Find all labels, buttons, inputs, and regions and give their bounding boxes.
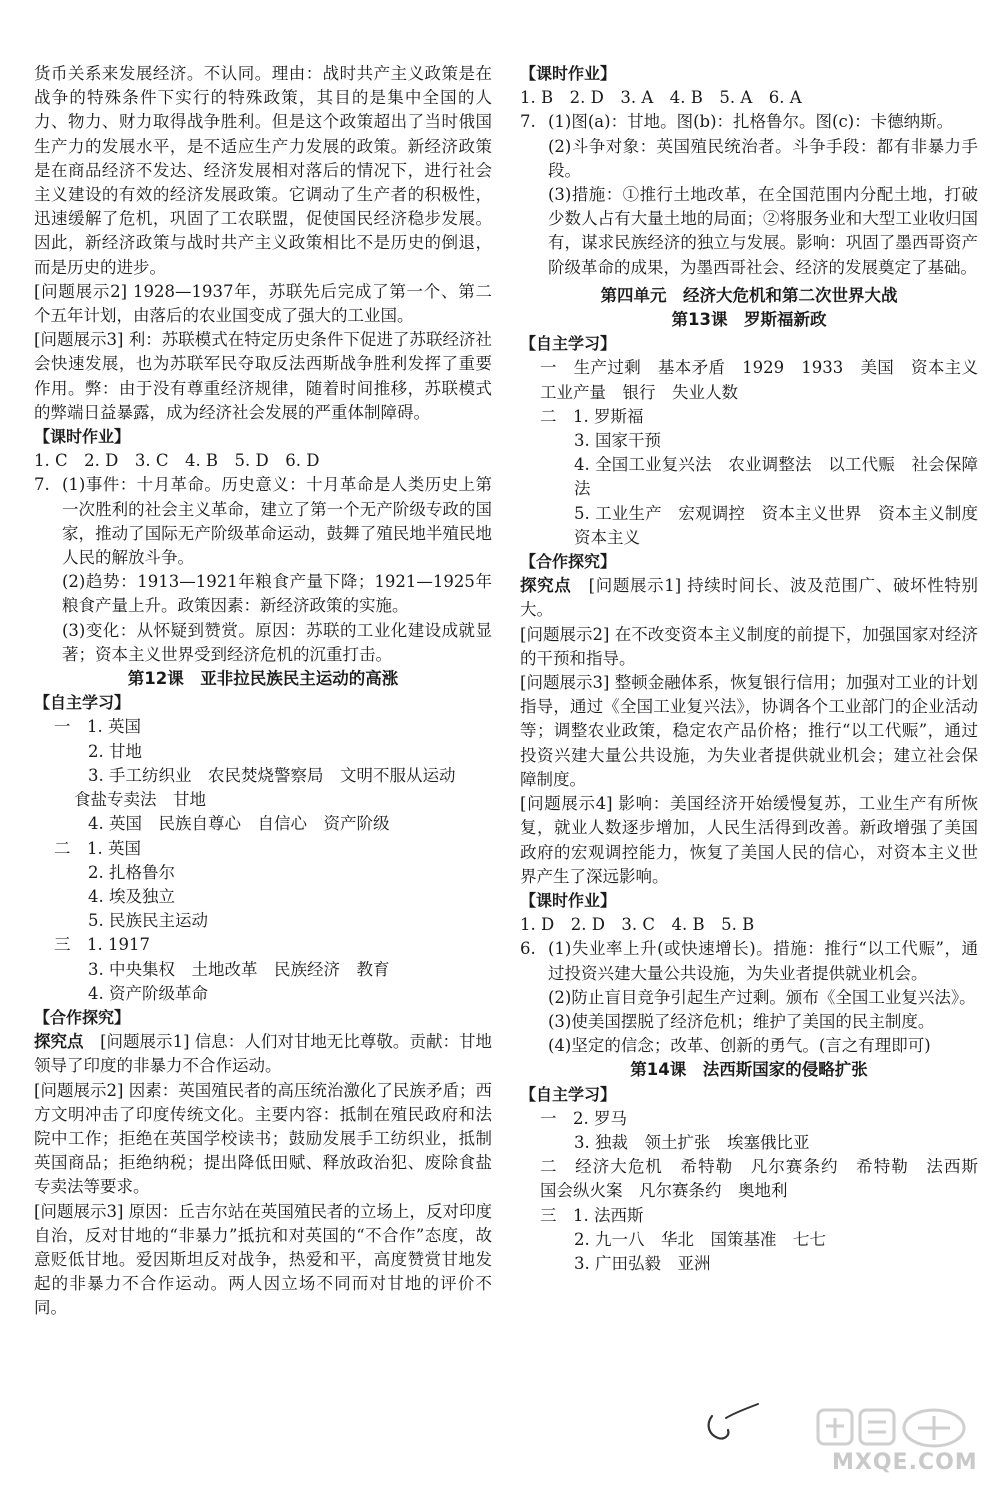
question-6-part-4: (4)坚定的信念；改革、创新的勇气。(言之有理即可): [548, 1036, 931, 1056]
explore-point-1: [520, 574, 978, 622]
question-3-answer: [问题展示3] 利：苏联模式在特定历史条件下促进了苏联经济社会快速发展，也为苏联军民夺取反法西斯战争胜利发挥了重要作用。弊：由于没有尊重经济规律，随着时间推移，苏联模式的弊端日益暴露，成为经济社会发展的严重体制障碍。: [34, 330, 492, 422]
self-study-line: 3. 广田弘毅 亚洲: [574, 1253, 711, 1273]
explore-point-2: [问题展示2] 因素：英国殖民者的高压统治激化了民族矛盾；西方文明冲击了印度传统文化。主要内容：抵制在殖民政府和法院中工作；拒绝在英国学校读书；鼓励发展手工纺织业，抵制英国商品；拒绝纳税；提出降低田赋、释放政治犯、废除食盐专卖法等要求。: [34, 1080, 492, 1197]
intro-paragraph: 货币关系来发展经济。不认同。理由：战时共产主义政策是在战争的特殊条件下实行的特殊政策，其目的是集中全国的人力、物力、财力取得战争胜利。但是这个政策超出了当时俄国生产力的发展水平，是不适应生产力发展的政策。新经济政策是在商品经济不发达、经济发展相对落后的情况下，进行社会主义建设的有效的经济发展政策。它调动了生产者的积极性，迅速缓解了危机，巩固了工农联盟，促使国民经济稳步发展。因此，新经济政策与战时共产主义政策相比不是历史的倒退，而是历史的进步。: [34, 64, 492, 277]
question-7-part-2: (2)趋势：1913—1921年粮食产量下降；1921—1925年粮食产量上升。政策因素：新经济政策的实施。: [62, 572, 492, 616]
self-study-line: 4. 英国 民族自尊心 自信心 资产阶级: [88, 814, 390, 834]
watermark: [814, 1404, 994, 1480]
question-6-number: 6.: [520, 939, 536, 959]
question-7-part-1: (1)图(a)：甘地。图(b)：扎格鲁尔。图(c)：卡德纳斯。: [548, 112, 954, 132]
lesson-12-title: 第12课 亚非拉民族民主运动的高涨: [127, 669, 399, 689]
section-heading-homework: 【课时作业】: [520, 64, 617, 83]
self-study-line: 一 2. 罗马: [540, 1108, 627, 1128]
question-6-part-2: (2)防止盲目竞争引起生产过剩。颁布《全国工业复兴法》。: [548, 987, 976, 1007]
explore-point-4: [问题展示4] 影响：美国经济开始缓慢复苏，工业生产有所恢复，就业人数逐步增加，人民生活得到改善。新政增强了美国政府的宏观调控能力，恢复了美国人民的信心，对资本主义世界产生了深远影响。: [520, 794, 978, 886]
watermark-text: MXQE.COM: [832, 1450, 978, 1475]
section-heading-cooperative: 【合作探究】: [34, 1007, 131, 1027]
self-study-line: 三 1. 法西斯: [540, 1205, 644, 1225]
multiple-choice-answers: 1. B 2. D 3. A 4. B 5. A 6. A: [520, 88, 802, 108]
self-study-line: 3. 中央集权 土地改革 民族经济 教育: [88, 959, 390, 979]
unit-4-title: 第四单元 经济大危机和第二次世界大战: [600, 285, 898, 305]
question-7-number: 7.: [520, 112, 536, 132]
explore-point-1: [34, 1030, 492, 1078]
lesson-14-title: 第14课 法西斯国家的侵略扩张: [630, 1060, 868, 1080]
self-study-line: 4. 埃及独立: [88, 886, 175, 906]
question-6: [520, 937, 978, 1058]
self-study-line: 食盐专卖法 甘地: [74, 790, 206, 810]
question-6-part-1: (1)失业率上升(或快速增长)。措施：推行“以工代赈”，通过投资兴建大量公共设施，为失业者提供就业机会。: [548, 939, 978, 983]
section-heading-homework: 【课时作业】: [34, 427, 131, 447]
question-7-number: 7.: [34, 475, 50, 495]
question-7: [34, 473, 492, 667]
self-study-line: 二 1. 英国: [54, 838, 141, 858]
left-column: [34, 62, 492, 1321]
self-study-line: 4. 全国工业复兴法 农业调整法 以工代赈 社会保障法: [574, 455, 978, 499]
self-study-line: 5. 民族民主运动: [88, 911, 208, 931]
self-study-line: 一 生产过剩 基本矛盾 1929 1933 美国 资本主义 工业产量 银行 失业人数: [540, 358, 995, 402]
multiple-choice-answers: 1. C 2. D 3. C 4. B 5. D 6. D: [34, 451, 320, 471]
self-study-line: 二 1. 罗斯福: [540, 406, 644, 426]
self-study-line: 3. 国家干预: [574, 431, 661, 451]
self-study-line: 3. 独裁 领土扩张 埃塞俄比亚: [574, 1132, 810, 1152]
self-study-line: 5. 工业生产 宏观调控 资本主义世界 资本主义制度 资本主义: [574, 503, 995, 547]
section-heading-homework-2: 【课时作业】: [520, 890, 617, 910]
section-heading-self-study: 【自主学习】: [520, 334, 617, 354]
explore-point-label: 探究点: [34, 1032, 84, 1052]
question-6-part-3: (3)使美国摆脱了经济危机；维护了美国的民主制度。: [548, 1011, 935, 1031]
self-study-line: 三 1. 1917: [54, 935, 150, 955]
section-heading-self-study-14: 【自主学习】: [520, 1084, 617, 1104]
explore-1-text: [问题展示1] 持续时间长、波及范围广、破坏性特别大。: [520, 576, 979, 620]
self-study-line: 2. 扎格鲁尔: [88, 862, 175, 882]
question-7-part-1: (1)事件：十月革命。历史意义：十月革命是人类历史上第一次胜利的社会主义革命，建立了第一个无产阶级专政的国家，推动了国际无产阶级革命运动，鼓舞了殖民地半殖民地人民的解放斗争。: [62, 475, 492, 568]
self-study-line: 2. 甘地: [88, 741, 142, 761]
section-heading-self-study: 【自主学习】: [34, 693, 131, 713]
watermark-logo-icon: [814, 1404, 974, 1452]
explore-point-3: [问题展示3] 原因：丘吉尔站在英国殖民者的立场上，反对印度自治，反对甘地的“非暴力”抵抗和对英国的“不合作”态度，故意贬低甘地。爱因斯坦反对战争，热爱和平，高度赞赏甘地发起的非暴力不合作运动。两人因立场不同而对甘地的评价不同。: [34, 1201, 492, 1318]
explore-point-3: [问题展示3] 整顿金融体系，恢复银行信用；加强对工业的计划指导，通过《全国工业复兴法》，协调各个工业部门的企业活动等；调整农业政策，稳定农产品价格；推行“以工代赈”，通过投资兴建大量公共设施，为失业者提供就业机会；建立社会保障制度。: [520, 673, 978, 789]
handwritten-page-mark-icon: [704, 1398, 764, 1448]
question-2-answer: [问题展示2] 1928—1937年，苏联先后完成了第一个、第二个五年计划，由落后的农业国变成了强大的工业国。: [34, 281, 492, 326]
explore-1-text: [问题展示1] 信息：人们对甘地无比尊敬。贡献：甘地领导了印度的非暴力不合作运动。: [34, 1032, 492, 1076]
self-study-line: 4. 资产阶级革命: [88, 983, 208, 1003]
self-study-line: 一 1. 英国: [54, 717, 141, 737]
self-study-line: 3. 手工纺织业 农民焚烧警察局 文明不服从运动: [88, 765, 456, 785]
multiple-choice-answers-2: 1. D 2. D 3. C 4. B 5. B: [520, 915, 755, 935]
explore-point-2: [问题展示2] 在不改变资本主义制度的前提下，加强国家对经济的干预和指导。: [520, 624, 978, 668]
lesson-13-title: 第13课 罗斯福新政: [671, 310, 827, 330]
question-7: [520, 110, 978, 279]
right-column: [520, 62, 995, 1276]
explore-point-label: 探究点: [520, 576, 572, 596]
question-7-part-2: (2)斗争对象：英国殖民统治者。斗争手段：都有非暴力手段。: [548, 136, 978, 180]
question-7-part-3: (3)措施：①推行土地改革，在全国范围内分配土地，打破少数人占有大量土地的局面；②将服务业和大型工业收归国有，谋求民族经济的独立与发展。影响：巩固了墨西哥资产阶级革命的成果，为墨西哥社会、经济的发展奠定了基础。: [548, 185, 978, 277]
section-heading-cooperative: 【合作探究】: [520, 552, 617, 572]
question-7-part-3: (3)变化：从怀疑到赞赏。原因：苏联的工业化建设成就显著；资本主义世界受到经济危机的沉重打击。: [62, 620, 492, 664]
self-study-line: 2. 九一八 华北 国策基准 七七: [574, 1229, 826, 1249]
self-study-line: 二 经济大危机 希特勒 凡尔赛条约 希特勒 法西斯 国会纵火案 凡尔赛条约 奥地利: [540, 1157, 995, 1201]
